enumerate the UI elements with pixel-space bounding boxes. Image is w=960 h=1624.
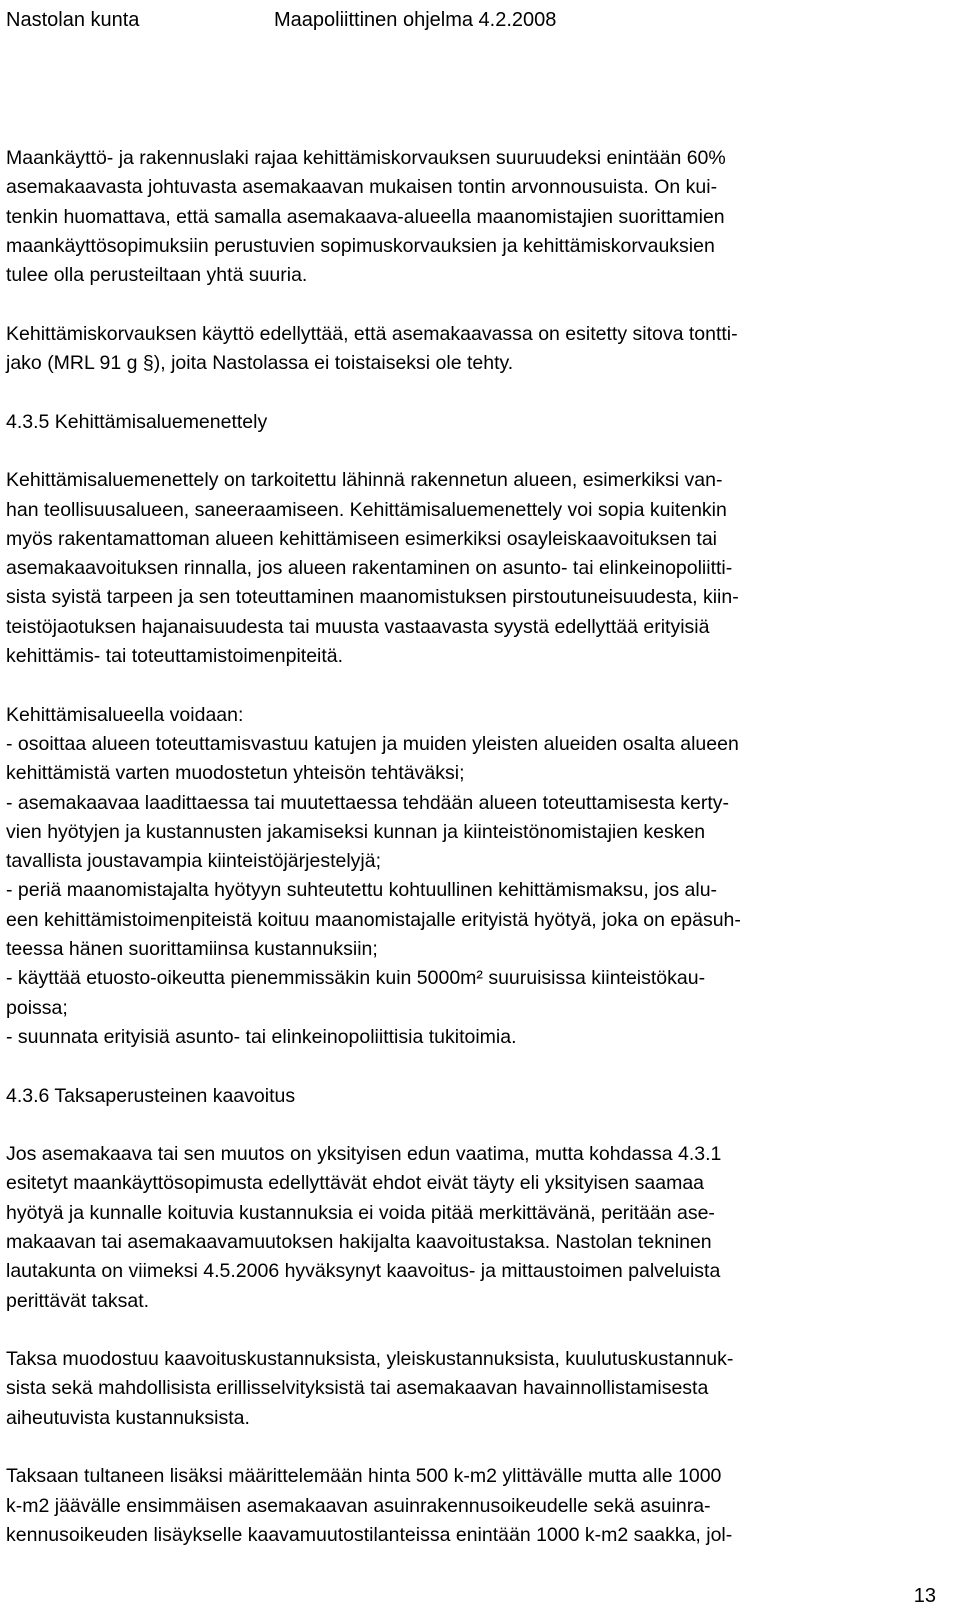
text-line: Taksaan tultaneen lisäksi määrittelemään hinta 500 k-m2 ylittävälle mutta alle 1000 <box>6 1465 722 1488</box>
text-line: Kehittämisalueella voidaan: <box>6 703 244 726</box>
text-line: kennusoikeuden lisäykselle kaavamuutostilanteissa enintään 1000 k-m2 saakka, jol- <box>6 1523 733 1546</box>
paragraph-gap <box>6 290 951 319</box>
text-line: lautakunta on viimeksi 4.5.2006 hyväksynyt kaavoitus- ja mittaustoimen palveluista <box>6 1260 721 1283</box>
text-line: - asemakaavaa laadittaessa tai muutettaessa tehdään alueen toteuttamisesta kerty- <box>6 791 730 814</box>
text-line: poissa; <box>6 996 68 1019</box>
paragraph-gap <box>6 437 951 466</box>
paragraph-gap <box>6 378 951 407</box>
text-line: kehittämis- tai toteuttamistoimenpiteitä. <box>6 645 344 668</box>
header-document-title: Maapoliittinen ohjelma 4.2.2008 <box>274 9 557 31</box>
text-line: - periä maanomistajalta hyötyyn suhteutettu kohtuullinen kehittämismaksu, jos alu- <box>6 879 718 902</box>
text-line: asemakaavasta johtuvasta asemakaavan mukaisen tontin arvonnousuista. On kui- <box>6 176 718 199</box>
text-line: asemakaavoituksen rinnalla, jos alueen rakentaminen on asunto- tai elinkeinopoliitti- <box>6 557 733 580</box>
text-line: aiheutuvista kustannuksista. <box>6 1406 250 1429</box>
text-line: jako (MRL 91 g §), joita Nastolassa ei toistaiseksi ole tehty. <box>6 352 514 375</box>
text-line: teistöjaotuksen hajanaisuudesta tai muusta vastaavasta syystä edellyttää erityisiä <box>6 615 710 638</box>
text-line: k-m2 jäävälle ensimmäisen asemakaavan asuinrakennusoikeudelle sekä asuinra- <box>6 1494 711 1517</box>
paragraph <box>6 320 951 379</box>
text-line: - käyttää etuosto-oikeutta pienemmissäkin kuin 5000m² suuruisissa kiinteistökau- <box>6 967 706 990</box>
text-line: Taksa muodostuu kaavoituskustannuksista, yleiskustannuksista, kuulutuskustannuk- <box>6 1348 734 1371</box>
text-line: sista syistä tarpeen ja sen toteuttaminen maanomistuksen pirstoutuneisuudesta, kiin- <box>6 586 739 609</box>
text-line: vien hyötyjen ja kustannusten jakamiseksi kunnan ja kiinteistönomistajien kesken <box>6 820 706 843</box>
page-header <box>6 6 556 34</box>
text-line: Kehittämiskorvauksen käyttö edellyttää, että asemakaavassa on esitetty sitova tontti- <box>6 322 738 345</box>
text-line: esitetyt maankäyttösopimusta edellyttävät ehdot eivät täyty eli yksityisen saamaa <box>6 1172 705 1195</box>
text-line: sista sekä mahdollisista erillisselvityksistä tai asemakaavan havainnollistamisesta <box>6 1377 709 1400</box>
text-line: tavallista joustavampia kiinteistöjärjestelyjä; <box>6 850 382 873</box>
paragraph <box>6 144 951 290</box>
text-line: kehittämistä varten muodostetun yhteisön tehtäväksi; <box>6 762 465 785</box>
paragraph <box>6 1140 951 1316</box>
text-line: myös rakentamattoman alueen kehittämiseen esimerkiksi osayleiskaavoituksen tai <box>6 527 717 550</box>
paragraph-gap <box>6 1433 951 1462</box>
paragraph-gap <box>6 1111 951 1140</box>
text-line: 4.3.6 Taksaperusteinen kaavoitus <box>6 1084 296 1107</box>
text-line: makaavan tai asemakaavamuutoksen hakijalta kaavoitustaksa. Nastolan tekninen <box>6 1230 712 1253</box>
text-line: Maankäyttö- ja rakennuslaki rajaa kehittämiskorvauksen suuruudeksi enintään 60% <box>6 147 726 169</box>
paragraph <box>6 466 951 671</box>
text-line: - osoittaa alueen toteuttamisvastuu katujen ja muiden yleisten alueiden osalta alueen <box>6 732 739 755</box>
paragraph <box>6 1462 951 1550</box>
text-line: - suunnata erityisiä asunto- tai elinkeinopoliittisia tukitoimia. <box>6 1025 517 1048</box>
page-number: 13 <box>913 1585 936 1607</box>
text-line: tenkin huomattava, että samalla asemakaava-alueella maanomistajien suorittamien <box>6 205 725 228</box>
document-body <box>6 144 951 1550</box>
text-line: teessa hänen suorittamiinsa kustannuksiin; <box>6 938 378 961</box>
text-line: tulee olla perusteiltaan yhtä suuria. <box>6 264 308 287</box>
paragraph <box>6 1345 951 1433</box>
paragraph-gap <box>6 671 951 700</box>
section-heading <box>6 1082 951 1111</box>
paragraph-gap <box>6 1316 951 1345</box>
paragraph-gap <box>6 1052 951 1081</box>
text-line: hyötyä ja kunnalle koituvia kustannuksia ei voida pitää merkittävänä, peritään ase- <box>6 1201 715 1224</box>
text-line: perittävät taksat. <box>6 1289 150 1312</box>
header-organization: Nastolan kunta <box>6 9 140 31</box>
text-line: maankäyttösopimuksiin perustuvien sopimuskorvauksien ja kehittämiskorvauksien <box>6 234 715 257</box>
paragraph <box>6 701 951 1053</box>
text-line: een kehittämistoimenpiteistä koituu maanomistajalle erityistä hyötyä, joka on epäsuh- <box>6 908 741 931</box>
text-line: Jos asemakaava tai sen muutos on yksityisen edun vaatima, mutta kohdassa 4.3.1 <box>6 1143 722 1166</box>
section-heading <box>6 408 951 437</box>
text-line: Kehittämisaluemenettely on tarkoitettu lähinnä rakennetun alueen, esimerkiksi van- <box>6 469 723 492</box>
text-line: han teollisuusalueen, saneeraamiseen. Kehittämisaluemenettely voi sopia kuitenkin <box>6 498 727 521</box>
text-line: 4.3.5 Kehittämisaluemenettely <box>6 410 268 433</box>
